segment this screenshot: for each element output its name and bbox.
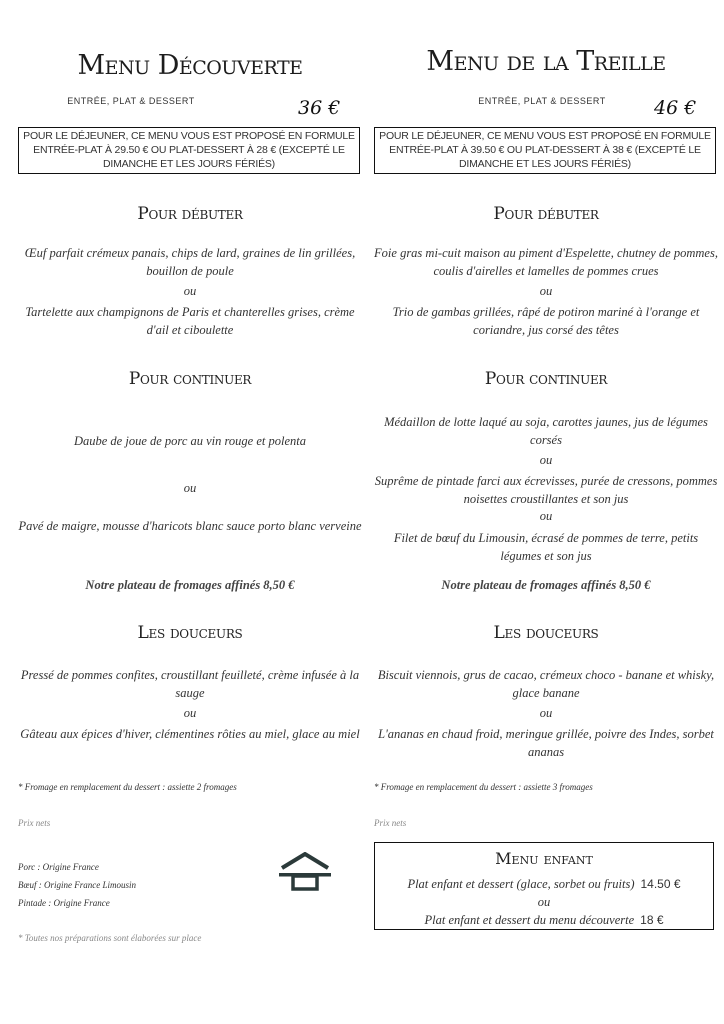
section-douceurs: Les douceurs xyxy=(493,623,599,643)
prix-nets: Prix nets xyxy=(374,818,407,828)
cheese-platter: Notre plateau de fromages affinés 8,50 € xyxy=(441,578,651,592)
dish-starter: Œuf parfait crémeux panais, chips de lard, graines de lin grillées, bouillon de poule xyxy=(24,246,356,278)
menu-enfant-option-label: Plat enfant et dessert (glace, sorbet ou fruits) xyxy=(407,877,635,891)
or-separator: ou xyxy=(183,706,197,720)
or-separator: ou xyxy=(539,509,553,523)
menu-enfant-option xyxy=(375,913,713,928)
formula-line: DIMANCHE ET LES JOURS FÉRIÉS) xyxy=(459,158,631,170)
dish-starter: Foie gras mi-cuit maison au piment d'Espelette, chutney de pommes, coulis d'airelles et lamelles de pommes crues xyxy=(374,246,718,278)
section-debuter: Pour débuter xyxy=(493,204,599,224)
menu-enfant-option-price: 14.50 € xyxy=(640,877,681,891)
menu-title: Menu Découverte xyxy=(77,50,303,81)
footnote: * Toutes nos préparations sont élaborées sur place xyxy=(18,933,202,943)
menu-enfant-title: Menu enfant xyxy=(495,849,593,868)
formula-line: POUR LE DÉJEUNER, CE MENU VOUS EST PROPOSÉ EN FORMULE xyxy=(379,130,711,142)
or-separator: ou xyxy=(539,706,553,720)
formula-line: ENTRÉE-PLAT À 29.50 € OU PLAT-DESSERT À 28 € (EXCEPTÉ LE xyxy=(33,144,345,156)
dish-dessert: Pressé de pommes confites, croustillant feuilleté, crème infusée à la sauge xyxy=(20,668,360,700)
or-separator: ou xyxy=(183,284,197,298)
dish-main: Pavé de maigre, mousse d'haricots blanc sauce porto blanc verveine xyxy=(18,519,362,533)
menu-subtitle: ENTRÉE, PLAT & DESSERT xyxy=(478,96,606,106)
menu-enfant-option-price: 18 € xyxy=(640,913,664,927)
cheese-platter: Notre plateau de fromages affinés 8,50 € xyxy=(85,578,295,592)
formula-box xyxy=(374,127,716,174)
dish-main: Filet de bœuf du Limousin, écrasé de pommes de terre, petits légumes et son jus xyxy=(393,531,699,563)
section-debuter: Pour débuter xyxy=(137,204,243,224)
or-separator: ou xyxy=(539,284,553,298)
menu-subtitle: ENTRÉE, PLAT & DESSERT xyxy=(67,96,195,106)
origin-porc: Porc : Origine France xyxy=(18,862,99,872)
menu-price: 46 € xyxy=(654,97,697,119)
section-continuer: Pour continuer xyxy=(484,369,608,389)
formula-line: POUR LE DÉJEUNER, CE MENU VOUS EST PROPOSÉ EN FORMULE xyxy=(23,130,355,142)
origin-pintade: Pintade : Origine France xyxy=(18,898,110,908)
menu-title: Menu de la Treille xyxy=(426,46,666,77)
or-separator: ou xyxy=(183,481,197,495)
dish-main: Daube de joue de porc au vin rouge et polenta xyxy=(73,434,306,448)
formula-line: ENTRÉE-PLAT À 39.50 € OU PLAT-DESSERT À 38 € (EXCEPTÉ LE xyxy=(389,144,701,156)
dish-dessert: L'ananas en chaud froid, meringue grillée, poivre des Indes, sorbet ananas xyxy=(378,727,714,759)
menu-enfant-box xyxy=(374,842,714,930)
cheese-note: * Fromage en remplacement du dessert : assiette 3 fromages xyxy=(374,782,593,792)
dish-dessert: Gâteau aux épices d'hiver, clémentines rôties au miel, glace au miel xyxy=(20,727,360,741)
prix-nets: Prix nets xyxy=(18,818,51,828)
menu-enfant-option xyxy=(375,877,713,892)
menu-price: 36 € xyxy=(298,97,341,119)
formula-box xyxy=(18,127,360,174)
section-continuer: Pour continuer xyxy=(128,369,252,389)
formula-line: DIMANCHE ET LES JOURS FÉRIÉS) xyxy=(103,158,275,170)
dish-starter: Tartelette aux champignons de Paris et chanterelles grises, crème d'ail et ciboulette xyxy=(25,305,355,337)
or-separator: ou xyxy=(537,895,551,909)
section-douceurs: Les douceurs xyxy=(137,623,243,643)
menu-enfant-option-label: Plat enfant et dessert du menu découverte xyxy=(424,913,635,927)
dish-main: Suprême de pintade farci aux écrevisses, purée de cressons, pommes noisettes croustillantes et son jus xyxy=(374,474,718,506)
or-separator: ou xyxy=(539,453,553,467)
dish-main: Médaillon de lotte laqué au soja, carottes jaunes, jus de légumes corsés xyxy=(384,415,708,447)
house-logo-icon xyxy=(276,852,334,892)
origin-boeuf: Bœuf : Origine France Limousin xyxy=(18,880,136,890)
cheese-note: * Fromage en remplacement du dessert : assiette 2 fromages xyxy=(18,782,237,792)
dish-starter: Trio de gambas grillées, râpé de potiron mariné à l'orange et coriandre, jus corsé des têtes xyxy=(392,305,700,337)
dish-dessert: Biscuit viennois, grus de cacao, crémeux choco - banane et whisky, glace banane xyxy=(377,668,715,700)
